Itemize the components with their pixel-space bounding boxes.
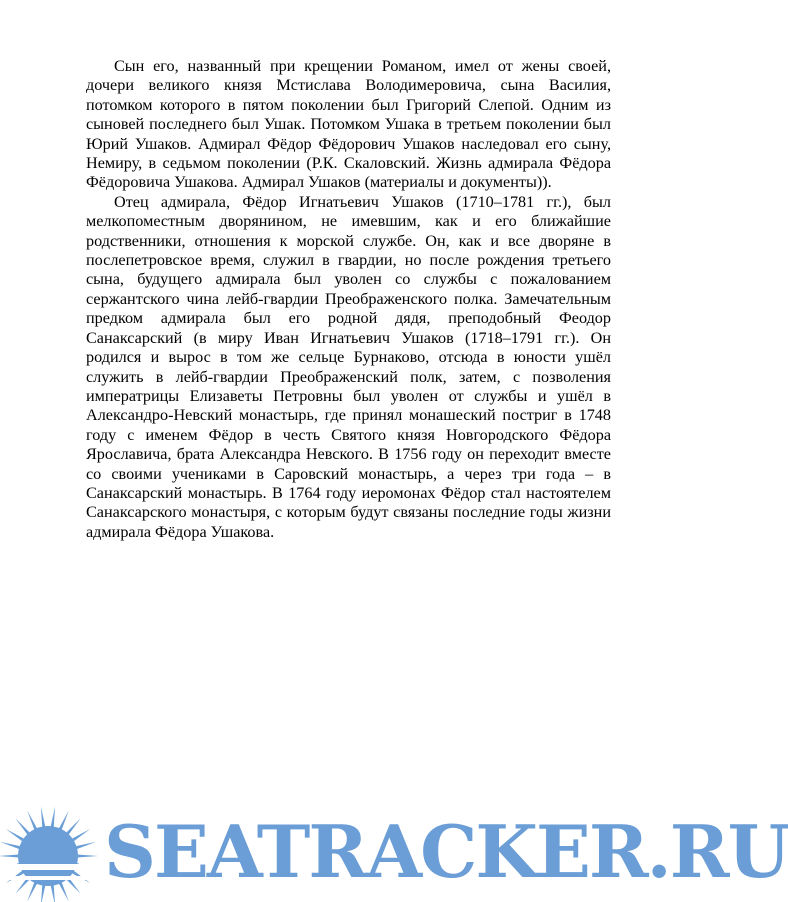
watermark-text: SEATRACKER.RU: [104, 809, 788, 894]
paragraph-2: Отец адмирала, Фёдор Игнатьевич Ушаков (1710–1781 гг.), был мелкопоместным дворянином, не имевшим, как и его ближайшие родственники, отношения к морской службе. Он, как и все дворяне в послепетровское время, служил в гвардии, но после рождения третьего сына, будущего адмирала был уволен со службы с пожалованием сержантского чина лейб-гвардии Преображенского полка. Замечательным предком адмирала был его родной дядя, преподобный Феодор Санаксарский (в миру Иван Игнатьевич Ушаков (1718–1791 гг.). Он родился и вырос в том же сельце Бурнаково, отсюда в юности ушёл служить в лейб-гвардии Преображенский полк, затем, с позволения императрицы Елизаветы Петровны был уволен от службы и ушёл в Александро-Невский монастырь, где принял монашеский постриг в 1748 году с именем Фёдор в честь Святого князя Новгородского Фёдора Ярославича, брата Александра Невского. В 1756 году он переходит вместе со своими учениками в Саровский монастырь, а через три года – в Санаксарский монастырь. В 1764 году иеромонах Фёдор стал настоятелем Санаксарского монастыря, с которым будут связаны последние годы жизни адмирала Фёдора Ушакова.: [86, 192, 611, 541]
paragraph-1: Сын его, названный при крещении Романом, имел от жены своей, дочери великого князя Мстислава Володимеровича, сына Василия, потомком которого в пятом поколении был Григорий Слепой. Одним из сыновей последнего был Ушак. Потомком Ушака в третьем поколении был Юрий Ушаков. Адмирал Фёдор Фёдорович Ушаков наследовал его сыну, Немиру, в седьмом поколении (Р.К. Скаловский. Жизнь адмирала Фёдора Фёдоровича Ушакова. Адмирал Ушаков (материалы и документы)).: [86, 57, 611, 192]
document-body: [86, 57, 611, 542]
site-watermark: [0, 800, 788, 902]
